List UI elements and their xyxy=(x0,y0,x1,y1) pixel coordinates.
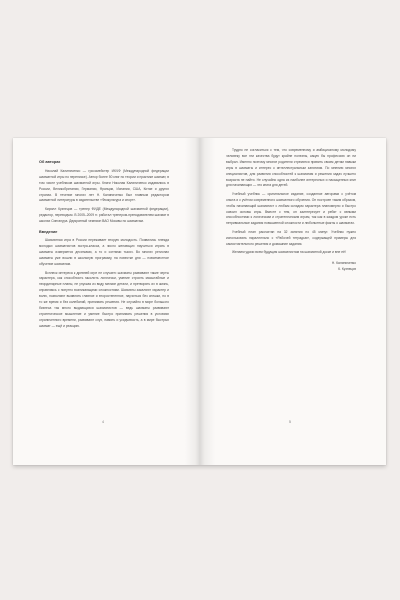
right-page-text xyxy=(226,148,356,273)
left-page xyxy=(13,138,199,465)
intro-paragraph: Всплеск интереса к древней игре не случаен: шахматы развивают такие черты характера, как способность мыслить логически, умение строить масштабные и неординарные планы, не упуская из виду мелкие детали, и претворять их в жизнь, справляясь с попутно возникающими сложностями. Шахматы закаляют характер и волю, позволяют выявлять главное и второстепенное, научиться без спешки, но в то же время и без колебаний, принимать решения. Не случайно в мире большого бизнеса так много выдающихся шахматистов — ведь шахматы развивают стратегическое мышление и умение быстро принимать решения в условиях ограниченного времени, развивают слух, память и усидчивость, а в мире быстрых шахмат — ещё и реакцию. xyxy=(39,270,169,328)
body-paragraph: Трудно не согласиться с тем, что современному и амбициозному молодому человеку все эти качества будут крайне полезны, какую бы профессию он ни выбрал. Именно поэтому многие родители стремятся привить своим детям навыки игры в шахматы и интерес к интеллектуальным занятиям. По мнению многих специалистов, для развития способностей к шахматам и решения задач лучшего возраста не найти. Не случайно одна из наиболее интересных и насыщенных книг для начинающих — это книга для детей. xyxy=(226,148,356,188)
intro-paragraph: Шахматная игра в России переживает вторую молодость. Появились плеяда молодых шахматистов экстра-класса, а число желающих научиться играть в шахматы измеряется десятками, а то и сотнями тысяч. Во многих регионах шахматы уже вошли в школьную программу, на повестке дня — повсеместное обучение шахматам. xyxy=(39,238,169,267)
authors-paragraph: Николай Калиниченко — гроссмейстер ИКЧФ (Международной федерации шахматной игры по переписке). Автор более 50 книг по теории и практике шахмат, в том числе учебников шахматной игры. Книги Николая Калиниченко издавались в России, Великобритании, Германии, Франции, Испании, США, Китае и других странах. В течение многих лет Н. Калиниченко был главным редактором шахматной литературы в издательстве «Физкультура и спорт». xyxy=(39,168,169,203)
authors-heading: Об авторах xyxy=(39,160,61,164)
right-page xyxy=(200,138,386,465)
signature: К. Кузнецов xyxy=(338,266,356,271)
page-number-left: 4 xyxy=(102,420,104,424)
book-spread xyxy=(13,138,386,465)
book-gutter-shadow xyxy=(185,138,215,465)
body-paragraph: Учебный учебник — оригинальное издание, созданное авторами с учётом опыта и с учётом современного шахматного обучения. Он построен таким образом, чтобы начинающий шахматист с любым складом характера планомерно и быстро освоил основы игры. Вместе с тем, он заинтересует и ребят с явными способностями к логическим и стратегическим играм, так как в каждом уроке есть нетривиальные задания повышенной сложности и любопытные факты о шахматах. xyxy=(226,191,356,226)
body-paragraph: Учебный план рассчитан на 32 занятия по 45 минут. Учебник нужно использовать параллельно с «Рабочей тетрадью», содержащей примеры для самостоятельного решения и домашние задания. xyxy=(226,229,356,246)
signature: Н. Калиниченко xyxy=(331,260,356,265)
intro-heading: Введение xyxy=(39,229,58,234)
page-number-right: 5 xyxy=(289,420,291,424)
authors-paragraph: Кирилл Кузнецов — тренер ФИДЕ (Международной шахматной федерации), редактор, переводчик. В 2005–2009 гг. работал тренером-преподавателем шахмат в школах Сингапура. Двукратный чемпион ВАО Москвы по шахматам. xyxy=(39,206,169,223)
left-page-text xyxy=(39,160,169,332)
body-paragraph: Желаем удачи всем будущим шахматистам на шахматной доске и вне её! xyxy=(232,250,346,254)
